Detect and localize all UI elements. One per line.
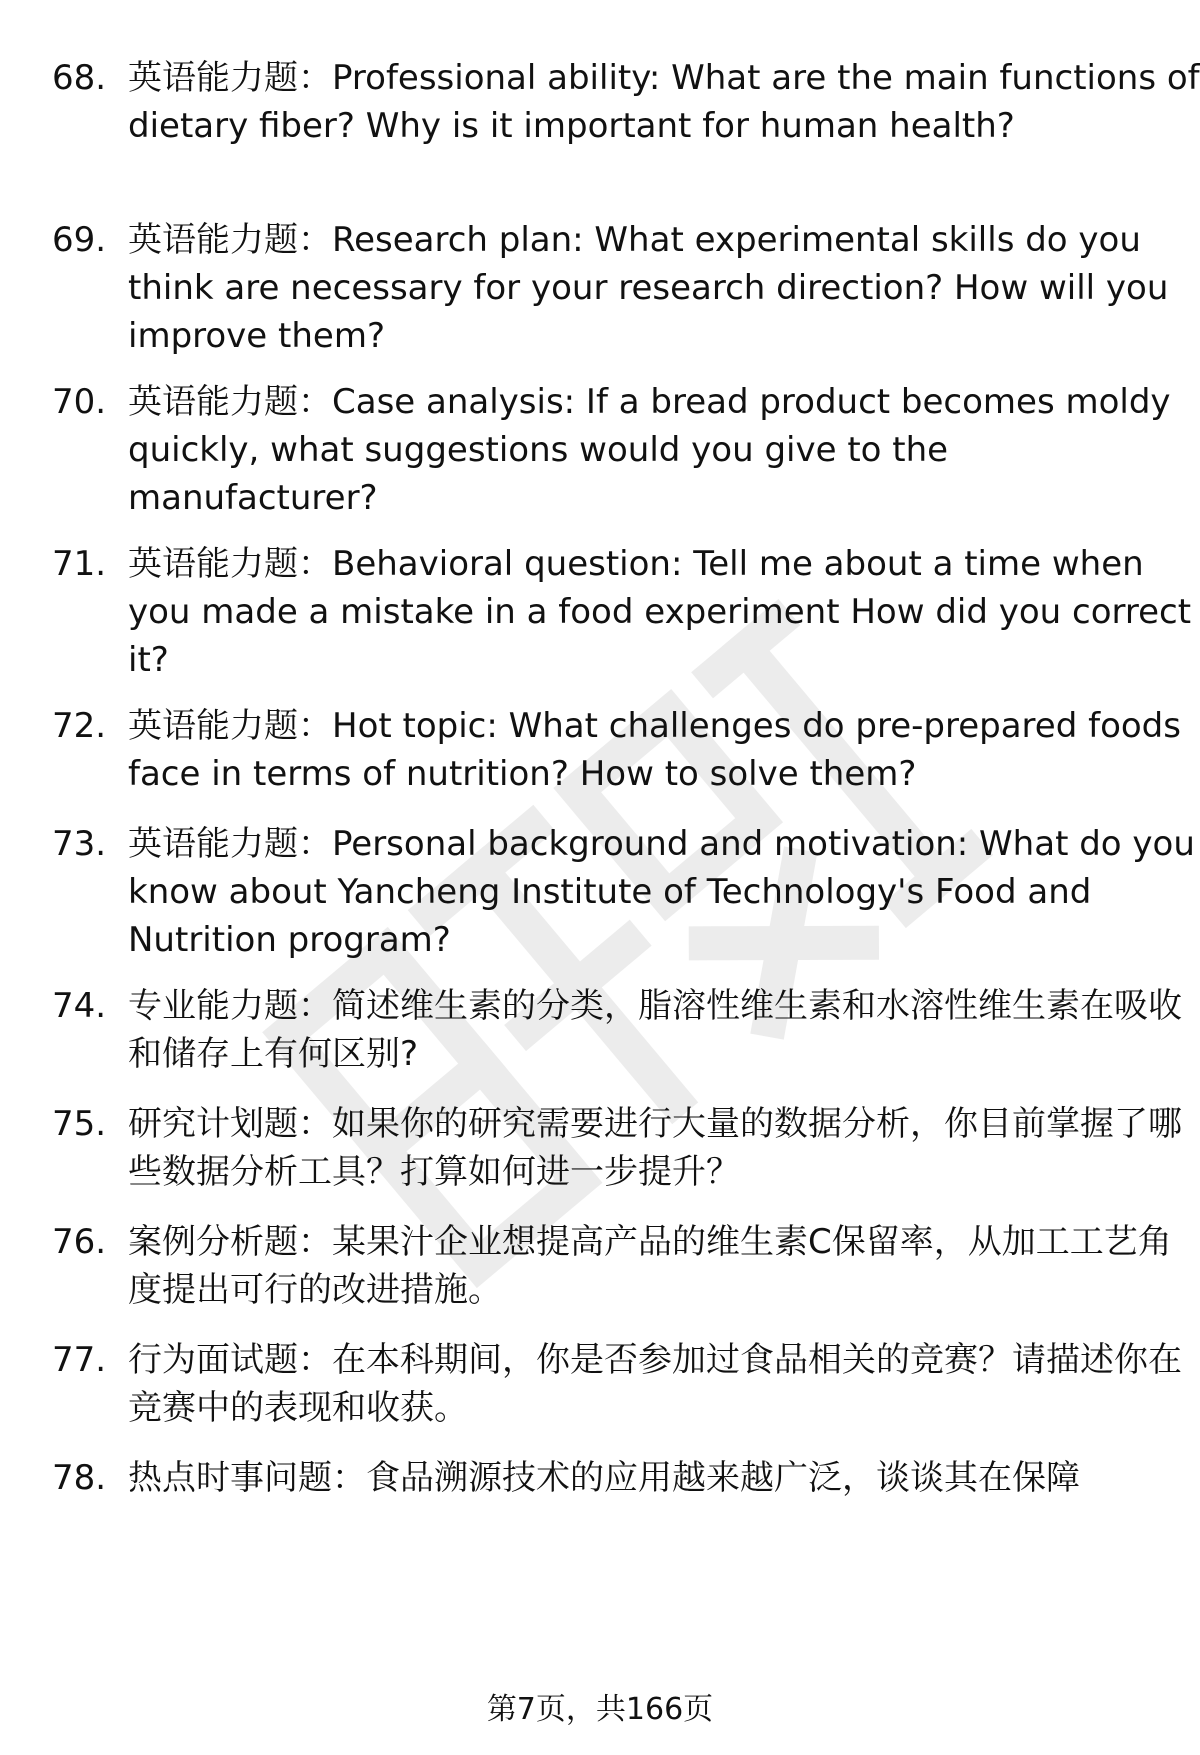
question-number: 74.	[52, 986, 107, 1026]
question-text: 英语能力题：Professional ability: What are the main functions of dietary fiber? Why is it important for human health?	[128, 58, 1200, 146]
question-number: 71.	[52, 544, 107, 584]
question-number: 72.	[52, 706, 107, 746]
question-text: 英语能力题：Behavioral question: Tell me about a time when you made a mistake in a food experiment How did you correct it?	[128, 544, 1192, 680]
question-number: 76.	[52, 1222, 107, 1262]
question-text: 英语能力题：Research plan: What experimental skills do you think are necessary for your research direction? How will you improve them?	[128, 220, 1169, 356]
question-number: 78.	[52, 1458, 107, 1498]
question-text: 英语能力题：Personal background and motivation: What do you know about Yancheng Institute of Technology's Food and Nutrition program?	[128, 824, 1195, 960]
page-footer	[0, 1690, 1200, 1730]
question-number: 69.	[52, 220, 107, 260]
page-number-label: 第7页，共166页	[486, 1692, 714, 1727]
question-number: 77.	[52, 1340, 107, 1380]
question-number: 70.	[52, 382, 107, 422]
question-text: 英语能力题：Hot topic: What challenges do pre-prepared foods face in terms of nutrition? How to solve them?	[128, 706, 1181, 794]
question-text: 英语能力题：Case analysis: If a bread product becomes moldy quickly, what suggestions would you give to the manufacturer?	[128, 382, 1171, 518]
question-text: 案例分析题：某果汁企业想提高产品的维生素C保留率，从加工工艺角度提出可行的改进措施。	[128, 1222, 1172, 1310]
question-number: 68.	[52, 58, 107, 98]
question-number: 73.	[52, 824, 107, 864]
question-text: 行为面试题：在本科期间，你是否参加过食品相关的竞赛？请描述你在竞赛中的表现和收获。	[128, 1340, 1182, 1428]
question-number: 75.	[52, 1104, 107, 1144]
question-text: 研究计划题：如果你的研究需要进行大量的数据分析，你目前掌握了哪些数据分析工具？打算如何进一步提升？	[128, 1104, 1182, 1192]
question-text: 热点时事问题：食品溯源技术的应用越来越广泛，谈谈其在保障	[128, 1458, 1080, 1498]
question-text: 专业能力题：简述维生素的分类，脂溶性维生素和水溶性维生素在吸收和储存上有何区别?	[128, 986, 1182, 1074]
